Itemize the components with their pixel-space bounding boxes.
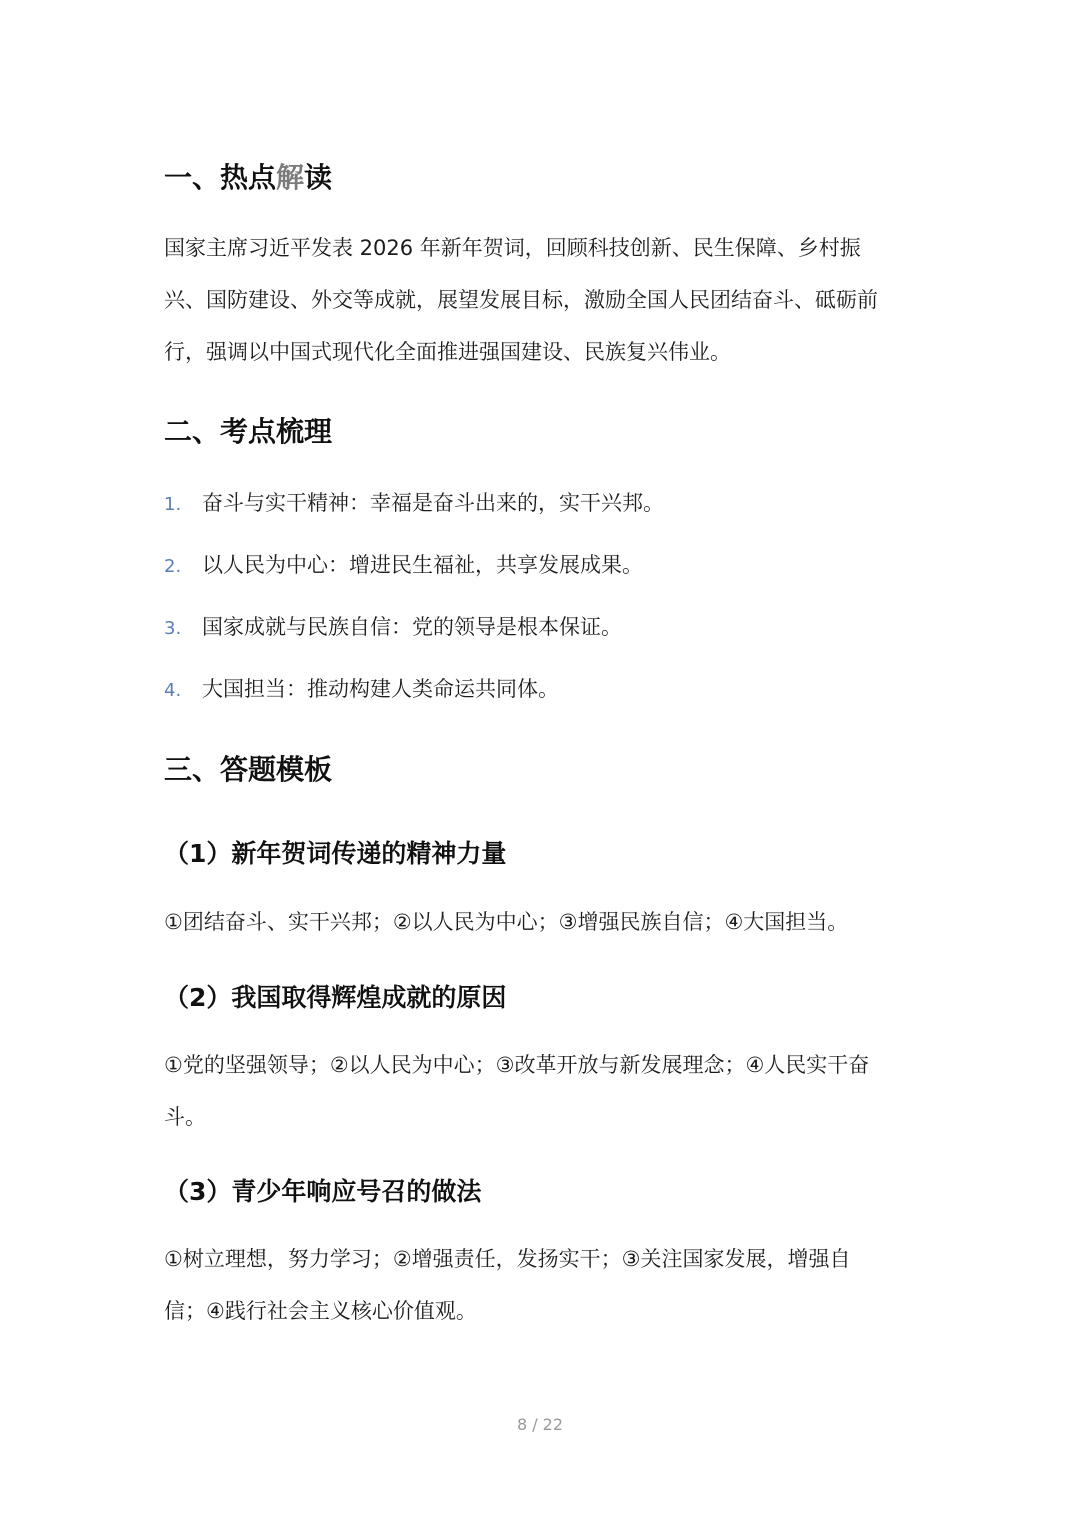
paragraph-line: 国家主席习近平发表 2026 年新年贺词，回顾科技创新、民生保障、乡村振	[164, 236, 861, 260]
subsection-paragraph-1	[164, 896, 914, 948]
section-title-hotspot	[164, 160, 332, 196]
list-item-number: 2.	[164, 556, 182, 577]
paragraph-line: 信；④践行社会主义核心价值观。	[164, 1299, 477, 1323]
list-item-text: 奋斗与实干精神：幸福是奋斗出来的，实干兴邦。	[202, 491, 664, 515]
list-item	[164, 610, 622, 644]
subsection-paragraph-3	[164, 1233, 914, 1337]
page-indicator: 8 / 22	[516, 1415, 564, 1434]
subsection-title-1: （1）新年贺词传递的精神力量	[164, 839, 507, 868]
list-item	[164, 486, 664, 520]
paragraph-line: ①树立理想，努力学习；②增强责任，发扬实干；③关注国家发展，增强自	[164, 1247, 851, 1271]
paragraph-line: ①团结奋斗、实干兴邦；②以人民为中心；③增强民族自信；④大国担当。	[164, 910, 849, 934]
section-title-hotspot-part1: 一、热点	[164, 161, 277, 194]
section-title-template: 三、答题模板	[164, 753, 333, 786]
list-item-number: 1.	[164, 494, 182, 515]
section-title-hotspot-part2: 解	[276, 161, 305, 194]
list-item-text: 国家成就与民族自信：党的领导是根本保证。	[202, 615, 622, 639]
paragraph-line: 行，强调以中国式现代化全面推进强国建设、民族复兴伟业。	[164, 340, 731, 364]
subsection-title-2: （2）我国取得辉煌成就的原因	[164, 983, 507, 1012]
paragraph-line: 兴、国防建设、外交等成就，展望发展目标，激励全国人民团结奋斗、砥砺前	[164, 288, 878, 312]
section-title-hotspot-part3: 读	[304, 161, 333, 194]
list-item-number: 4.	[164, 680, 182, 701]
list-item-number: 3.	[164, 618, 182, 639]
paragraph-line: ①党的坚强领导；②以人民为中心；③改革开放与新发展理念；④人民实干奋	[164, 1053, 870, 1077]
document-page	[164, 0, 914, 1528]
hotspot-paragraph	[164, 222, 914, 378]
subsection-paragraph-2	[164, 1039, 914, 1143]
subsection-title-3: （3）青少年响应号召的做法	[164, 1177, 482, 1206]
list-item-text: 以人民为中心：增进民生福祉，共享发展成果。	[202, 553, 643, 577]
list-item	[164, 548, 643, 582]
section-title-points: 二、考点梳理	[164, 415, 333, 448]
paragraph-line: 斗。	[164, 1105, 206, 1129]
list-item-text: 大国担当：推动构建人类命运共同体。	[202, 677, 559, 701]
list-item	[164, 672, 559, 706]
